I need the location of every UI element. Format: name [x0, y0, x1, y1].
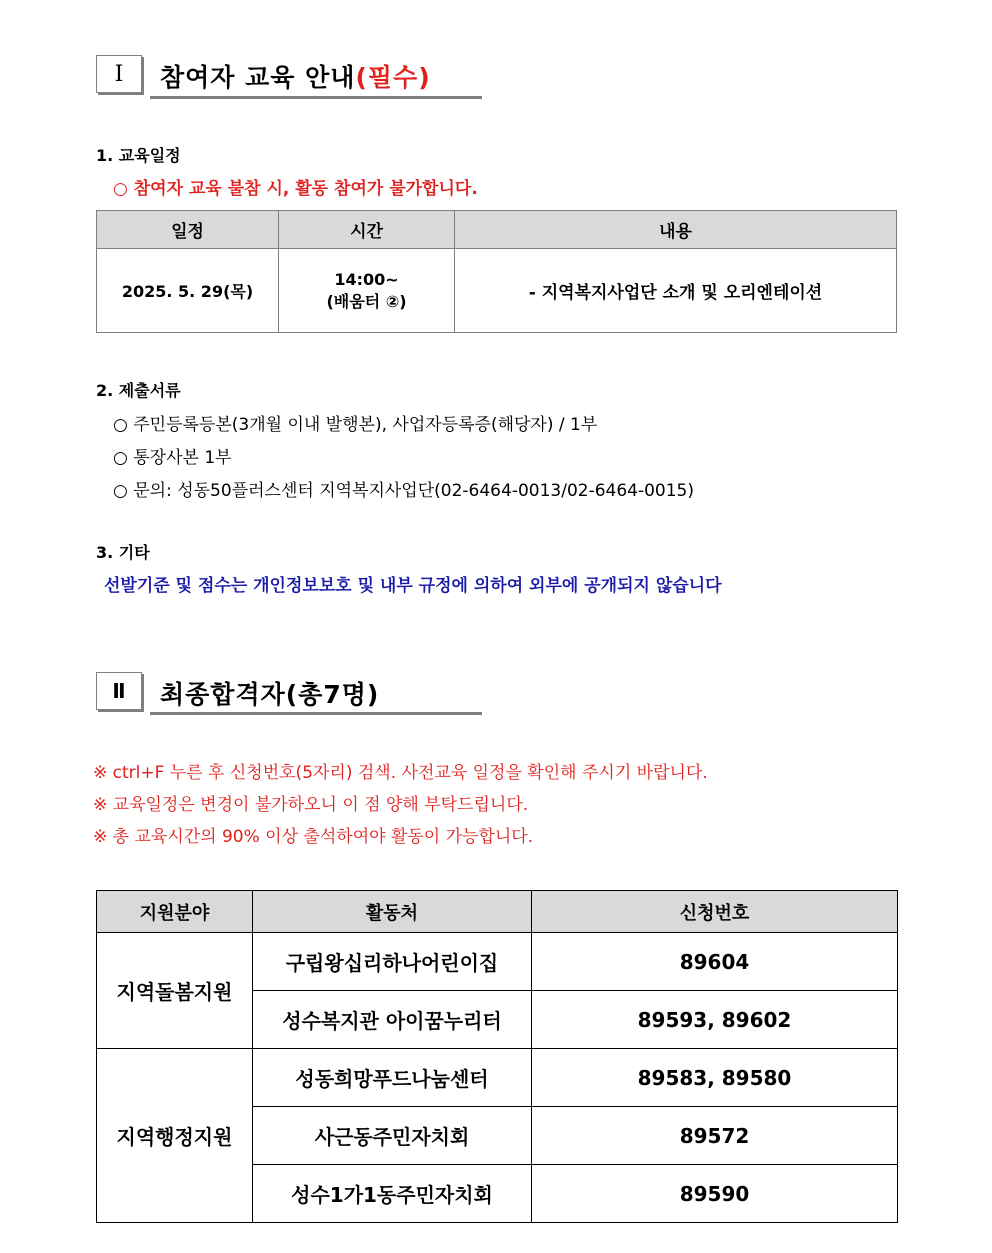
section-title-emphasis: (필수): [355, 63, 431, 92]
etc-notice: 선발기준 및 점수는 개인정보보호 및 내부 규정에 의하여 외부에 공개되지 않습니다: [104, 576, 722, 596]
section-number-box: [96, 672, 142, 710]
application-id-cell: 89593, 89602: [532, 991, 898, 1049]
note-line: ※ 교육일정은 변경이 불가하오니 이 점 양해 부탁드립니다.: [93, 795, 529, 815]
section-title-underline: [150, 96, 482, 99]
finalists-table: [96, 890, 898, 1223]
place-cell: 구립왕십리하나어린이집: [253, 933, 532, 991]
section-title-underline: [150, 712, 482, 715]
schedule-content: - 지역복지사업단 소개 및 오리엔테이션: [455, 249, 897, 333]
document-item: ○ 통장사본 1부: [113, 448, 232, 468]
schedule-location: (배움터 ②): [326, 291, 407, 311]
col-header-date: 일정: [97, 211, 279, 249]
col-header-ids: 신청번호: [532, 891, 898, 933]
schedule-time: [279, 249, 455, 333]
section-title: 최종합격자(총7명): [160, 680, 380, 709]
col-header-field: 지원분야: [97, 891, 253, 933]
application-id-cell: 89583, 89580: [532, 1049, 898, 1107]
field-cell: 지역돌봄지원: [97, 933, 253, 1049]
note-line: ※ ctrl+F 누른 후 신청번호(5자리) 검색. 사전교육 일정을 확인해 주시기 바랍니다.: [93, 763, 708, 783]
place-cell: 사근동주민자치회: [253, 1107, 532, 1165]
table-row: [97, 1049, 898, 1107]
application-id-cell: 89590: [532, 1165, 898, 1223]
note-line: ※ 총 교육시간의 90% 이상 출석하여야 활동이 가능합니다.: [93, 827, 534, 847]
section-number: Ⅰ: [114, 61, 124, 87]
section-title: [160, 58, 431, 94]
table-row: [97, 249, 897, 333]
field-cell: 지역행정지원: [97, 1049, 253, 1223]
etc-heading: 3. 기타: [96, 543, 150, 562]
application-id-cell: 89572: [532, 1107, 898, 1165]
schedule-notice: ○ 참여자 교육 불참 시, 활동 참여가 불가합니다.: [113, 179, 478, 199]
col-header-content: 내용: [455, 211, 897, 249]
place-cell: 성수1가1동주민자치회: [253, 1165, 532, 1223]
section-number: Ⅱ: [112, 679, 126, 703]
section-number-box: [96, 55, 142, 93]
schedule-date: 2025. 5. 29(목): [97, 249, 279, 333]
contact-info: ○ 문의: 성동50플러스센터 지역복지사업단(02-6464-0013/02-6464-0015): [113, 481, 695, 501]
schedule-table: [96, 210, 897, 333]
col-header-time: 시간: [279, 211, 455, 249]
place-cell: 성수복지관 아이꿈누리터: [253, 991, 532, 1049]
application-id-cell: 89604: [532, 933, 898, 991]
section-title-main: 참여자 교육 안내: [160, 63, 356, 92]
table-header-row: [97, 211, 897, 249]
schedule-heading: 1. 교육일정: [96, 146, 181, 165]
document-item: ○ 주민등록등본(3개월 이내 발행본), 사업자등록증(해당자) / 1부: [113, 415, 598, 435]
table-row: [97, 933, 898, 991]
place-cell: 성동희망푸드나눔센터: [253, 1049, 532, 1107]
table-header-row: [97, 891, 898, 933]
schedule-time-start: 14:00~: [334, 269, 399, 289]
col-header-place: 활동처: [253, 891, 532, 933]
documents-heading: 2. 제출서류: [96, 381, 181, 400]
